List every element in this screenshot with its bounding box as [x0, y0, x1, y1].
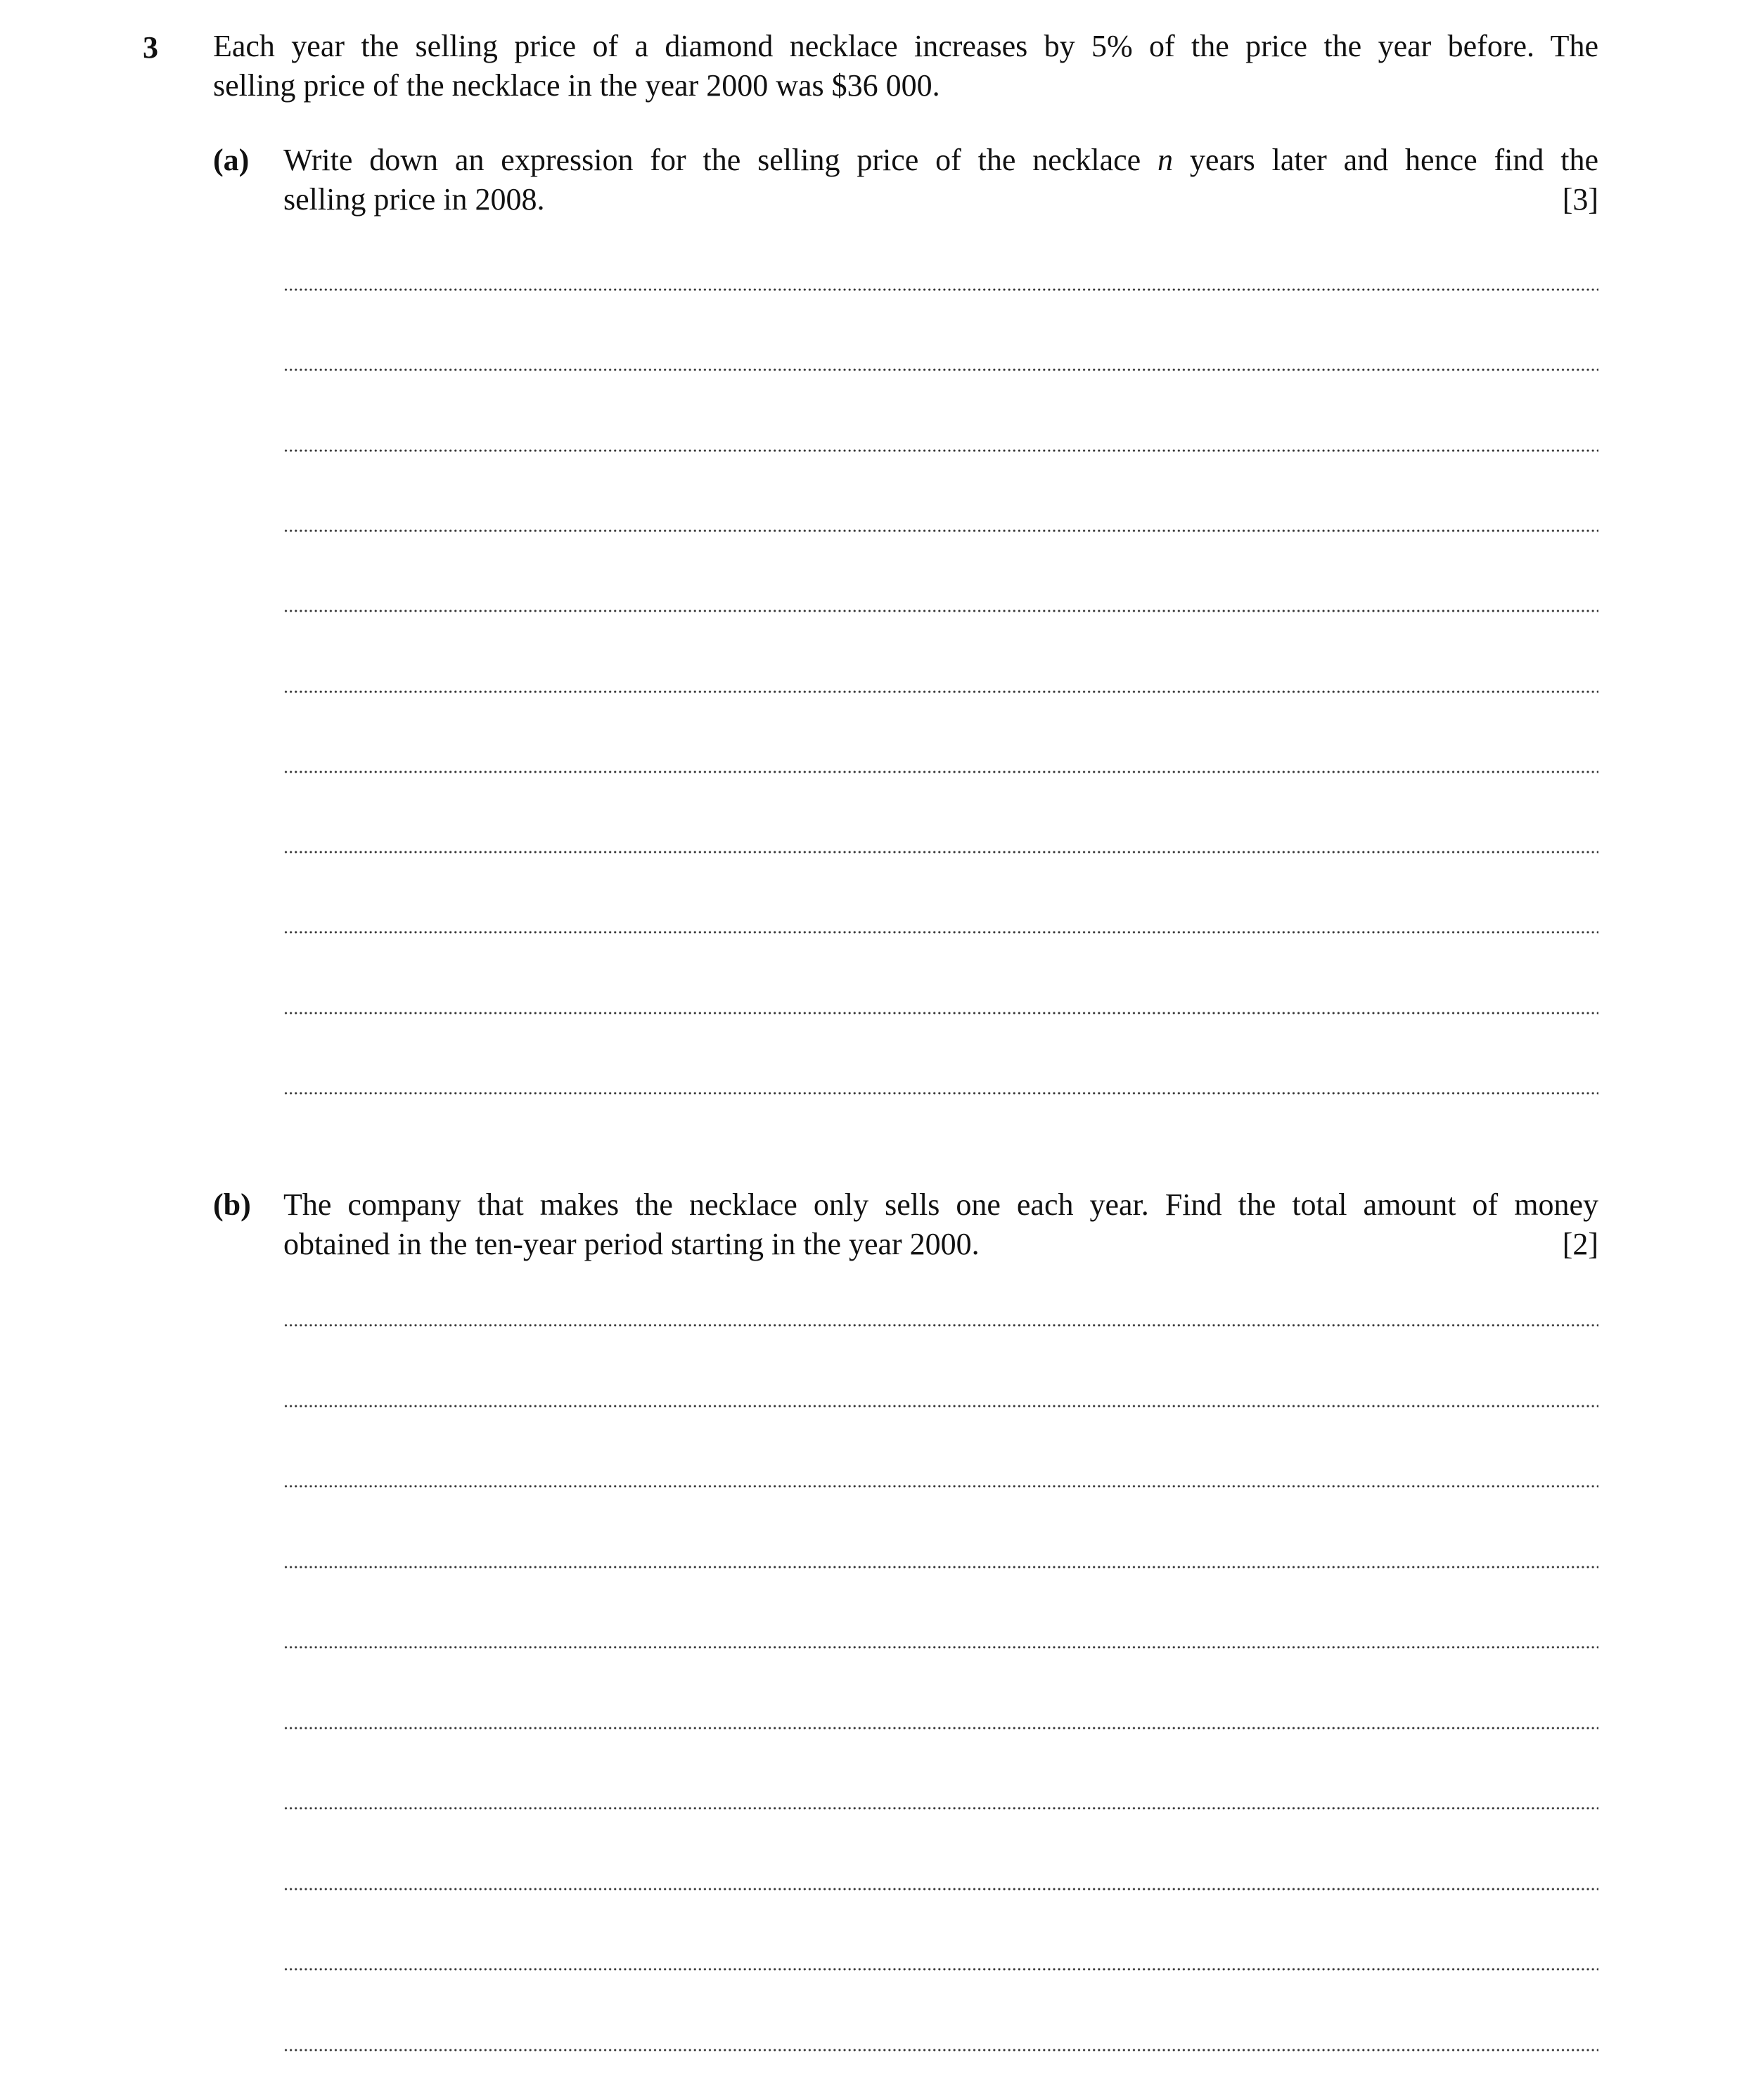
part-a-line-1	[283, 141, 1598, 180]
part-b-answer-line[interactable]	[283, 1646, 1598, 1649]
part-b-line-2-text: obtained in the ten-year period starting in the year 2000.	[283, 1227, 980, 1261]
part-a-answer-line[interactable]	[283, 690, 1598, 693]
part-b-text	[283, 1185, 1598, 1264]
part-a-answer-line[interactable]	[283, 771, 1598, 773]
part-a-answer-line[interactable]	[283, 1092, 1598, 1095]
part-b-line-1: The company that makes the necklace only sells one each year. Find the total amount of money	[283, 1187, 1598, 1222]
part-a-label: (a)	[213, 143, 250, 177]
part-b-label: (b)	[213, 1187, 251, 1222]
question-stem-line-2: selling price of the necklace in the year 2000 was $36 000.	[213, 68, 940, 103]
part-a-answer-line[interactable]	[283, 610, 1598, 612]
part-a-text	[283, 141, 1598, 219]
part-b-answer-line[interactable]	[283, 1888, 1598, 1890]
part-a-answer-line[interactable]	[283, 529, 1598, 532]
part-b-answer-line[interactable]	[283, 2049, 1598, 2051]
part-b-answer-line[interactable]	[283, 1485, 1598, 1488]
part-b-marks: [2]	[1562, 1227, 1598, 1261]
part-a-answer-line[interactable]	[283, 368, 1598, 371]
part-b-answer-line[interactable]	[283, 1405, 1598, 1407]
part-a-answer-line[interactable]	[283, 288, 1598, 291]
part-a-variable: n	[1158, 143, 1174, 177]
part-b-line-2	[283, 1225, 1598, 1264]
part-a-line-2	[283, 180, 1598, 219]
question-number: 3	[143, 30, 158, 65]
part-a-marks: [3]	[1562, 182, 1598, 217]
part-a-line-1-start: Write down an expression for the selling price of the necklace	[283, 143, 1141, 177]
part-a-answer-line[interactable]	[283, 449, 1598, 452]
part-b-answer-line[interactable]	[283, 1727, 1598, 1729]
part-b-answer-line[interactable]	[283, 1324, 1598, 1327]
part-b-answer-line[interactable]	[283, 1968, 1598, 1971]
part-a-line-1-end: years later and hence find the	[1189, 143, 1599, 177]
part-a-answer-line[interactable]	[283, 1012, 1598, 1014]
part-b-answer-line[interactable]	[283, 1566, 1598, 1568]
part-a-answer-line[interactable]	[283, 931, 1598, 934]
part-a-line-2-text: selling price in 2008.	[283, 182, 545, 217]
part-b-answer-line[interactable]	[283, 1807, 1598, 1810]
question-stem-line-1: Each year the selling price of a diamond necklace increases by 5% of the price the year before. The	[213, 29, 1598, 63]
part-a-answer-line[interactable]	[283, 851, 1598, 853]
question-stem	[213, 27, 1598, 105]
